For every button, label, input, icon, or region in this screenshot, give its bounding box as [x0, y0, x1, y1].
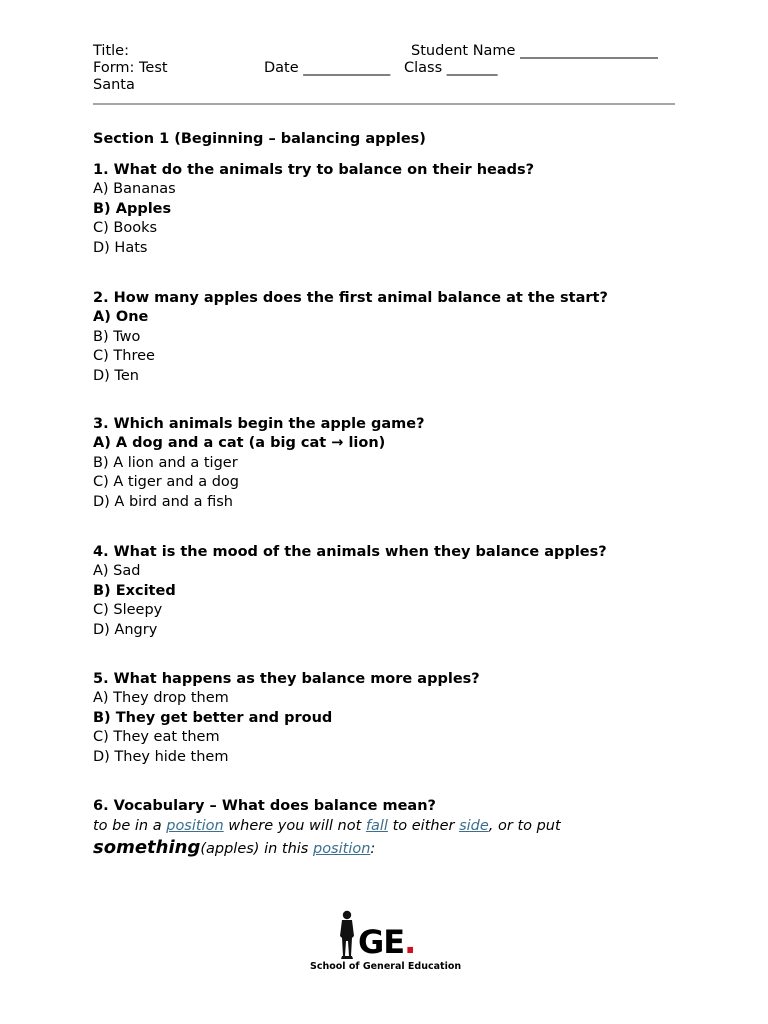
question-text: 6. Vocabulary – What does balance mean?	[93, 798, 436, 814]
definition-text: where you will not	[223, 818, 366, 834]
question-text: 2. How many apples does the first animal balance at the start?	[93, 290, 608, 306]
option-b-correct: B) They get better and proud	[93, 709, 333, 726]
option-c: C) They eat them	[93, 729, 220, 746]
question-5	[93, 669, 693, 767]
header-divider	[93, 103, 675, 105]
question-4	[93, 542, 693, 640]
question-2	[93, 288, 693, 386]
option-d: D) A bird and a fish	[93, 493, 233, 510]
definition-colon: :	[370, 841, 376, 857]
option-d: D) Ten	[93, 367, 139, 384]
option-a: A) Sad	[93, 563, 141, 579]
person-silhouette-icon	[340, 911, 354, 959]
link-position-2[interactable]: position	[312, 841, 371, 857]
option-c: C) Sleepy	[93, 602, 163, 619]
option-a-correct: A) A dog and a cat (a big cat → lion)	[93, 435, 386, 451]
definition-text: to either	[387, 818, 460, 834]
option-b: B) A lion and a tiger	[93, 454, 238, 471]
question-text: 5. What happens as they balance more apples?	[93, 671, 480, 687]
question-6	[93, 796, 693, 816]
title-label: Title:	[93, 43, 129, 59]
question-text: 4. What is the mood of the animals when they balance apples?	[93, 544, 607, 560]
santa-label: Santa	[93, 77, 135, 93]
option-b-correct: B) Excited	[93, 582, 176, 599]
class-field: Class _______	[404, 60, 498, 76]
question-1	[93, 160, 693, 258]
vocab-definition	[93, 816, 703, 859]
form-label: Form: Test	[93, 60, 168, 76]
option-b: B) Two	[93, 328, 141, 345]
link-side[interactable]: side	[459, 818, 489, 834]
something-word: something	[93, 837, 201, 858]
date-field: Date ____________	[264, 60, 391, 76]
question-3	[93, 414, 693, 512]
option-a: A) They drop them	[93, 690, 229, 706]
option-a: A) Bananas	[93, 181, 176, 197]
student-name-field: Student Name ___________________	[411, 43, 658, 59]
definition-text: , or to put	[488, 818, 561, 834]
definition-text: to be in a	[93, 818, 167, 834]
logo-red-dot: .	[404, 923, 416, 961]
link-fall[interactable]: fall	[365, 818, 388, 834]
option-d: D) Angry	[93, 621, 158, 638]
logo-subtitle: School of General Education	[310, 961, 462, 972]
option-c: C) Books	[93, 220, 158, 237]
option-d: D) Hats	[93, 239, 148, 256]
option-a-correct: A) One	[93, 309, 149, 325]
option-c: C) A tiger and a dog	[93, 474, 239, 491]
section-title: Section 1 (Beginning – balancing apples)	[93, 131, 426, 147]
apples-note: (apples)	[200, 841, 260, 857]
link-position[interactable]: position	[166, 818, 224, 834]
option-c: C) Three	[93, 348, 155, 365]
option-d: D) They hide them	[93, 748, 229, 765]
question-text: 1. What do the animals try to balance on their heads?	[93, 162, 535, 178]
definition-text: in this	[259, 841, 313, 857]
logo-wordmark: GE.	[358, 923, 416, 961]
option-b-correct: B) Apples	[93, 200, 172, 217]
question-text: 3. Which animals begin the apple game?	[93, 416, 425, 432]
